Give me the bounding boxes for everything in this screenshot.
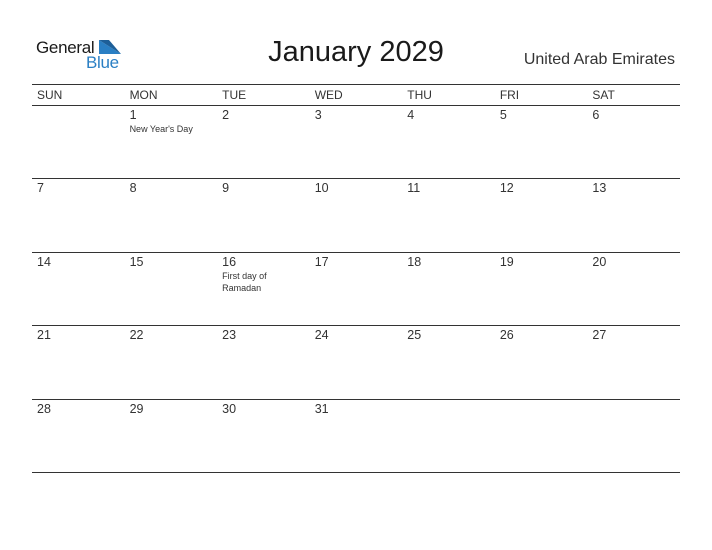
- day-number: 9: [222, 181, 230, 196]
- day-cell: [587, 326, 680, 398]
- logo-text-general: General: [36, 38, 95, 57]
- weekday-tue: TUE: [222, 88, 247, 102]
- day-number: 13: [592, 181, 607, 196]
- day-number: 11: [407, 181, 421, 196]
- holiday-label: First day of Ramadan: [222, 270, 267, 293]
- day-number: 29: [129, 401, 144, 416]
- day-cell: [310, 400, 403, 472]
- day-cell: [587, 106, 680, 178]
- day-number: 16: [222, 254, 237, 269]
- day-number: 27: [592, 328, 607, 343]
- weekday-mon: MON: [129, 88, 158, 102]
- day-cell: [402, 326, 495, 398]
- day-number: 6: [592, 108, 600, 122]
- week-row: [32, 253, 680, 326]
- day-cell: [217, 179, 310, 251]
- weekday-thu: THU: [407, 88, 432, 102]
- day-number: 1: [129, 108, 137, 122]
- day-cell: [495, 326, 588, 398]
- day-cell: [587, 400, 680, 472]
- day-cell: [217, 253, 310, 325]
- week-row: [32, 326, 680, 399]
- day-number: 17: [314, 254, 329, 269]
- day-number: 22: [129, 328, 144, 343]
- day-cell: [402, 179, 495, 251]
- day-cell: [587, 253, 680, 325]
- day-cell: [495, 253, 588, 325]
- day-number: 14: [37, 254, 51, 269]
- weekday-fri: FRI: [499, 88, 520, 102]
- day-cell: [495, 400, 588, 472]
- weekday-header-row: [32, 84, 680, 106]
- day-cell: [217, 326, 310, 398]
- week-row: [32, 106, 680, 179]
- calendar-region: United Arab Emirates: [523, 51, 675, 68]
- weekday-sun: SUN: [37, 88, 63, 102]
- day-number: 26: [499, 328, 514, 343]
- calendar-title: January 2029: [268, 36, 444, 68]
- day-cell: [125, 253, 218, 325]
- day-number: 25: [407, 328, 422, 343]
- day-cell: [402, 253, 495, 325]
- day-cell: [32, 106, 125, 178]
- day-cell: [125, 326, 218, 398]
- day-cell: [32, 400, 125, 472]
- day-cell: [32, 179, 125, 251]
- calendar-grid: [32, 84, 680, 473]
- day-number: 12: [499, 181, 514, 196]
- day-number: 20: [592, 254, 607, 269]
- day-number: 31: [314, 401, 329, 416]
- day-cell: [310, 179, 403, 251]
- day-number: 21: [37, 328, 51, 343]
- day-cell: [125, 400, 218, 472]
- day-cell: [310, 106, 403, 178]
- day-number: 15: [129, 254, 144, 269]
- weekday-sat: SAT: [592, 88, 615, 102]
- weekday-wed: WED: [314, 88, 343, 102]
- day-cell: [495, 179, 588, 251]
- day-number: 23: [222, 328, 237, 343]
- day-cell: [32, 326, 125, 398]
- day-number: 24: [314, 328, 329, 343]
- logo-text-blue: Blue: [86, 53, 119, 72]
- day-number: 8: [129, 181, 137, 196]
- weeks-container: [32, 106, 680, 473]
- day-cell: [125, 106, 218, 178]
- day-number: 30: [222, 401, 237, 416]
- day-cell: [125, 179, 218, 251]
- day-cell: [402, 400, 495, 472]
- week-row: [32, 179, 680, 252]
- holiday-label: New Year's Day: [129, 124, 193, 134]
- day-number: 19: [499, 254, 514, 269]
- day-number: 10: [314, 181, 329, 196]
- day-cell: [217, 400, 310, 472]
- day-number: 4: [407, 108, 415, 122]
- day-number: 2: [222, 108, 230, 122]
- day-number: 28: [37, 401, 51, 416]
- day-cell: [495, 106, 588, 178]
- day-cell: [217, 106, 310, 178]
- day-number: 5: [499, 108, 507, 122]
- week-row: [32, 400, 680, 473]
- day-cell: [310, 253, 403, 325]
- day-number: 7: [37, 181, 44, 196]
- day-cell: [402, 106, 495, 178]
- day-cell: [587, 179, 680, 251]
- day-cell: [310, 326, 403, 398]
- day-cell: [32, 253, 125, 325]
- day-number: 3: [314, 108, 322, 122]
- day-number: 18: [407, 254, 422, 269]
